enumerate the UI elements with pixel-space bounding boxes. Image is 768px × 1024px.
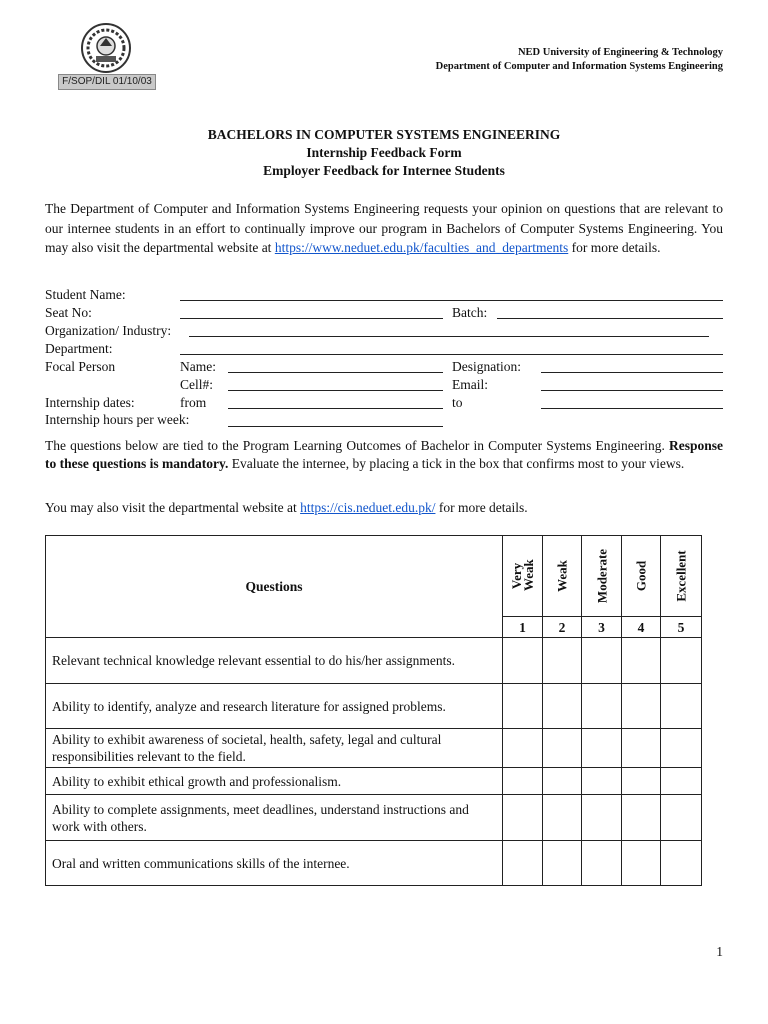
rating-checkbox[interactable] xyxy=(582,841,622,886)
cis-website-link[interactable]: https://cis.neduet.edu.pk/ xyxy=(300,500,436,515)
rating-checkbox[interactable] xyxy=(503,684,543,729)
rating-label: Excellent xyxy=(673,550,689,602)
intro-text: The Department of Computer and Information Systems Engineering requests your opinion on questions that are relevant to our internee students in an effort to continually improve our program in Bachelors of Computer Systems Engineering. You may also visit the departmental website at xyxy=(45,201,723,255)
table-row xyxy=(46,684,702,729)
rating-checkbox[interactable] xyxy=(582,729,622,768)
instructions-text-2: Evaluate the internee, by placing a tick in the box that confirms most to your views. xyxy=(228,456,685,471)
rating-checkbox[interactable] xyxy=(661,638,702,684)
table-row xyxy=(46,768,702,795)
rating-header-moderate xyxy=(582,536,622,617)
student-name-label: Student Name: xyxy=(45,287,126,302)
rating-checkbox[interactable] xyxy=(661,729,702,768)
designation-field[interactable] xyxy=(541,372,723,373)
rating-label: Good xyxy=(633,560,649,592)
questions-header: Questions xyxy=(46,536,503,638)
table-row xyxy=(46,795,702,841)
institution-header xyxy=(436,46,723,74)
rating-checkbox[interactable] xyxy=(543,841,582,886)
focal-name-field[interactable] xyxy=(228,372,443,373)
table-header-row xyxy=(46,536,702,617)
rating-number: 5 xyxy=(661,617,702,638)
from-date-field[interactable] xyxy=(228,408,443,409)
mandatory-notice: Response to these questions is mandatory. xyxy=(45,438,723,471)
student-name-field[interactable] xyxy=(180,300,723,301)
rating-checkbox[interactable] xyxy=(543,795,582,841)
rating-checkbox[interactable] xyxy=(661,684,702,729)
rating-checkbox[interactable] xyxy=(661,841,702,886)
rating-checkbox[interactable] xyxy=(582,795,622,841)
rating-checkbox[interactable] xyxy=(582,768,622,795)
focal-name-label: Name: xyxy=(180,359,216,374)
rating-checkbox[interactable] xyxy=(503,638,543,684)
organization-label: Organization/ Industry: xyxy=(45,323,172,338)
question-text: Ability to exhibit ethical growth and professionalism. xyxy=(46,768,503,795)
department-website-link[interactable]: https://www.neduet.edu.pk/faculties_and_departments xyxy=(274,240,569,255)
internship-dates-label: Internship dates: xyxy=(45,395,135,410)
form-code: F/SOP/DIL 01/10/03 xyxy=(58,74,156,90)
feedback-table xyxy=(45,535,702,886)
hours-field[interactable] xyxy=(228,426,443,427)
rating-number: 3 xyxy=(582,617,622,638)
rating-number: 4 xyxy=(622,617,661,638)
rating-checkbox[interactable] xyxy=(582,684,622,729)
organization-field[interactable] xyxy=(189,336,709,337)
seat-no-label: Seat No: xyxy=(45,305,92,320)
question-text: Ability to exhibit awareness of societal, health, safety, legal and cultural responsibilities relevant to the field. xyxy=(46,729,503,768)
intro-paragraph xyxy=(45,199,723,258)
instructions-paragraph xyxy=(45,437,723,473)
rating-checkbox[interactable] xyxy=(503,841,543,886)
visit-paragraph xyxy=(45,499,723,517)
rating-checkbox[interactable] xyxy=(661,795,702,841)
rating-checkbox[interactable] xyxy=(622,684,661,729)
batch-field[interactable] xyxy=(497,318,723,319)
cell-field[interactable] xyxy=(228,390,443,391)
table-row xyxy=(46,841,702,886)
from-label: from xyxy=(180,395,207,410)
question-text: Relevant technical knowledge relevant essential to do his/her assignments. xyxy=(46,638,503,684)
rating-label: Very Weak xyxy=(508,559,536,591)
rating-label: Moderate xyxy=(594,548,609,604)
rating-label: Weak xyxy=(554,560,570,592)
rating-checkbox[interactable] xyxy=(543,768,582,795)
seat-no-field[interactable] xyxy=(180,318,443,319)
university-logo xyxy=(80,22,132,74)
rating-checkbox[interactable] xyxy=(622,768,661,795)
instructions-text: The questions below are tied to the Program Learning Outcomes of Bachelor in Computer Systems Engineering. xyxy=(45,438,669,453)
visit-prefix: You may also visit the departmental website at xyxy=(45,500,301,515)
program-title: BACHELORS IN COMPUTER SYSTEMS ENGINEERING xyxy=(207,127,561,142)
question-text: Oral and written communications skills of the internee. xyxy=(46,841,503,886)
focal-person-label: Focal Person xyxy=(45,359,116,374)
department-field[interactable] xyxy=(180,354,723,355)
form-subtitle: Employer Feedback for Internee Students xyxy=(263,163,505,178)
rating-header-good xyxy=(622,536,661,617)
email-label: Email: xyxy=(452,377,488,392)
rating-checkbox[interactable] xyxy=(622,638,661,684)
to-date-field[interactable] xyxy=(541,408,723,409)
rating-checkbox[interactable] xyxy=(622,841,661,886)
question-text: Ability to identify, analyze and research literature for assigned problems. xyxy=(46,684,503,729)
table-row xyxy=(46,638,702,684)
form-titles xyxy=(0,126,768,180)
hours-label: Internship hours per week: xyxy=(45,412,190,427)
rating-checkbox[interactable] xyxy=(582,638,622,684)
table-row xyxy=(46,729,702,768)
rating-checkbox[interactable] xyxy=(543,684,582,729)
rating-checkbox[interactable] xyxy=(622,729,661,768)
rating-header-excellent xyxy=(661,536,702,617)
rating-checkbox[interactable] xyxy=(543,638,582,684)
rating-checkbox[interactable] xyxy=(503,768,543,795)
rating-checkbox[interactable] xyxy=(503,795,543,841)
rating-checkbox[interactable] xyxy=(661,768,702,795)
to-label: to xyxy=(452,395,463,410)
rating-number: 1 xyxy=(503,617,543,638)
question-text: Ability to complete assignments, meet deadlines, understand instructions and work with others. xyxy=(46,795,503,841)
cell-label: Cell#: xyxy=(180,377,213,392)
university-name: NED University of Engineering & Technology xyxy=(517,47,723,58)
department-label: Department: xyxy=(45,341,113,356)
rating-checkbox[interactable] xyxy=(622,795,661,841)
rating-checkbox[interactable] xyxy=(543,729,582,768)
intro-suffix: for more details. xyxy=(568,240,661,255)
rating-number: 2 xyxy=(543,617,582,638)
page-number: 1 xyxy=(716,944,723,959)
form-title: Internship Feedback Form xyxy=(306,145,462,160)
batch-label: Batch: xyxy=(452,305,488,320)
rating-header-very-weak xyxy=(503,536,543,617)
email-field[interactable] xyxy=(541,390,723,391)
rating-checkbox[interactable] xyxy=(503,729,543,768)
visit-suffix: for more details. xyxy=(435,500,528,515)
department-name: Department of Computer and Information Systems Engineering xyxy=(435,61,723,72)
rating-header-weak xyxy=(543,536,582,617)
designation-label: Designation: xyxy=(452,359,521,374)
